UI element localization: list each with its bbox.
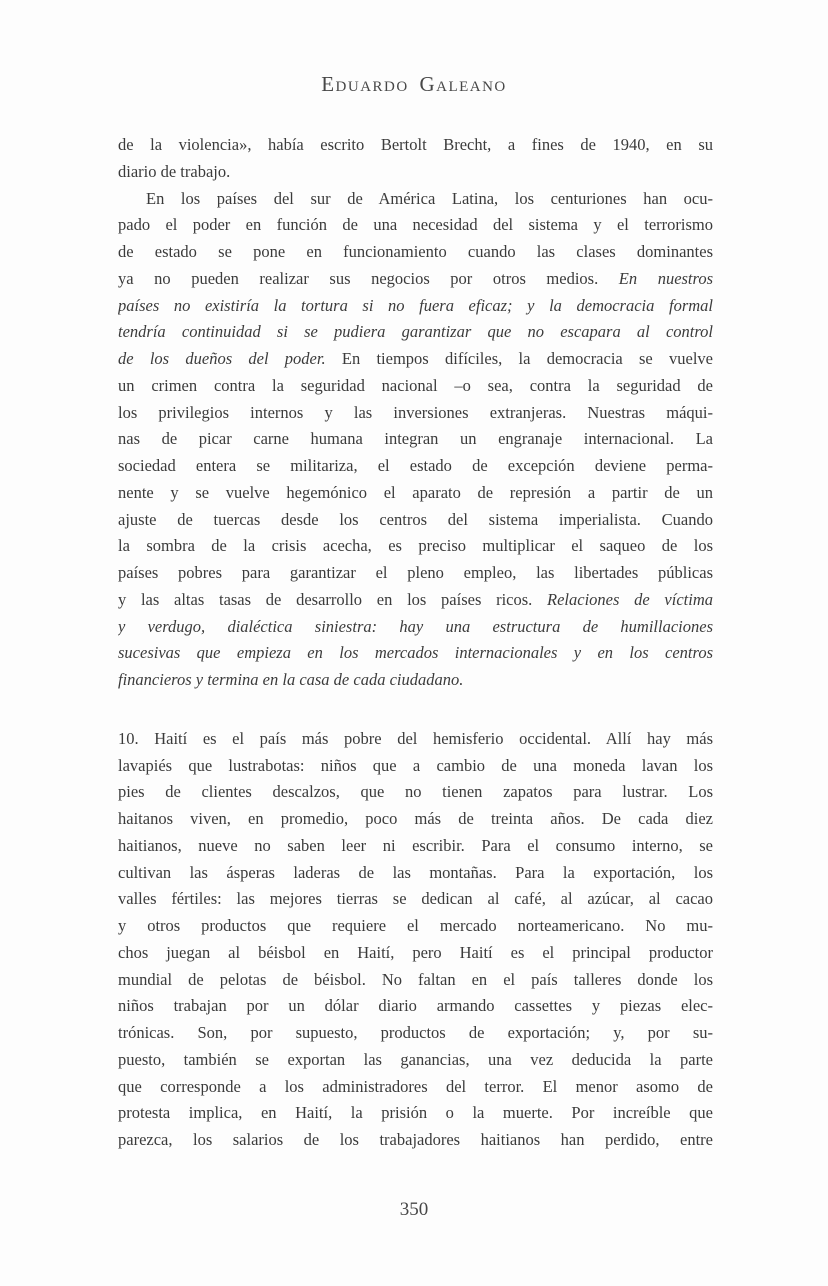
text-segment: haitanos viven, en promedio, poco más de treinta años. De cada diez [118, 809, 713, 828]
text-line [118, 667, 713, 694]
paragraph [118, 186, 713, 694]
text-segment: que corresponde a los administradores del terror. El menor asomo de [118, 1076, 713, 1096]
text-line [118, 967, 713, 994]
text-segment: En los países del sur de América Latina, los centuriones han ocu- [146, 188, 713, 208]
text-line [118, 346, 713, 373]
text-line [118, 453, 713, 480]
text-segment: protesta implica, en Haití, la prisión o la muerte. Por increíble que [118, 1103, 713, 1123]
text-segment: niños trabajan por un dólar diario armando cassettes y piezas elec- [118, 996, 713, 1016]
italic-text-segment: sucesivas que empieza en los mercados internacionales y en los centros [118, 643, 713, 663]
page-number: 350 [399, 1199, 429, 1220]
text-segment: y otros productos que requiere el mercado norteamericano. No mu- [118, 916, 713, 935]
text-line [118, 266, 713, 293]
text-segment: 10. Haití es el país más pobre del hemisferio occidental. Allí hay más [118, 728, 713, 748]
italic-text-segment: financieros y termina en la casa de cada ciudadano. [118, 670, 464, 689]
text-line [118, 860, 713, 887]
italic-text-segment: países no existiría la tortura si no fuera eficaz; y la democracia formal [118, 295, 713, 315]
italic-text-segment: de los dueños del poder. [118, 349, 326, 368]
text-line [118, 293, 713, 320]
text-segment: nas de picar carne humana integran un engranaje internacional. La [118, 429, 713, 449]
text-line [118, 480, 713, 507]
text-segment: cultivan las ásperas laderas de las montañas. Para la exportación, los [118, 862, 713, 882]
text-line [118, 533, 713, 560]
text-segment: haitianos, nueve no saben leer ni escribir. Para el consumo interno, se [118, 835, 713, 855]
text-line [118, 1047, 713, 1074]
text-segment: diario de trabajo. [118, 161, 231, 181]
paragraph [118, 132, 713, 186]
text-line [118, 507, 713, 534]
italic-text-segment: Relaciones de víctima [547, 589, 713, 609]
text-segment: pado el poder en función de una necesidad del sistema y el terrorismo [118, 215, 713, 235]
text-line [118, 159, 713, 186]
italic-text-segment: y verdugo, dialéctica siniestra: hay una estructura de humillaciones [118, 616, 713, 636]
text-segment: un crimen contra la seguridad nacional –o sea, contra la seguridad de [118, 375, 713, 395]
text-line [118, 940, 713, 967]
text-line [118, 373, 713, 400]
text-line [118, 913, 713, 940]
text-segment: mundial de pelotas de béisbol. No faltan en el país talleres donde los [118, 969, 713, 989]
text-line [118, 426, 713, 453]
italic-text-segment: En nuestros [618, 268, 713, 288]
text-line [118, 1100, 713, 1127]
paragraph [118, 726, 713, 1154]
text-segment: chos juegan al béisbol en Haití, pero Haití es el principal productor [118, 942, 713, 962]
text-line [118, 753, 713, 780]
text-segment: nente y se vuelve hegemónico el aparato de represión a partir de un [118, 482, 713, 502]
text-segment: valles fértiles: las mejores tierras se dedican al café, al azúcar, al cacao [118, 889, 713, 909]
text-line [118, 186, 713, 213]
italic-text-segment: tendría continuidad si se pudiera garantizar que no escapara al control [118, 322, 713, 342]
text-line [118, 833, 713, 860]
text-segment: trónicas. Son, por supuesto, productos de exportación; y, por su- [118, 1023, 713, 1042]
text-segment: ya no pueden realizar sus negocios por otros medios. [118, 268, 619, 288]
text-line [118, 726, 713, 753]
text-line [118, 614, 713, 641]
text-segment: parezca, los salarios de los trabajadores haitianos han perdido, entre [118, 1130, 713, 1149]
text-segment: puesto, también se exportan las ganancias, una vez deducida la parte [118, 1049, 713, 1069]
text-segment: los privilegios internos y las inversiones extranjeras. Nuestras máqui- [118, 402, 713, 422]
text-segment: ajuste de tuercas desde los centros del sistema imperialista. Cuando [118, 509, 713, 529]
text-line [118, 1074, 713, 1101]
text-segment: de estado se pone en funcionamiento cuando las clases dominantes [118, 242, 713, 261]
text-line [118, 400, 713, 427]
text-segment: En tiempos difíciles, la democracia se vuelve [325, 349, 713, 368]
text-line [118, 212, 713, 239]
text-line [118, 806, 713, 833]
text-line [118, 560, 713, 587]
body-text [118, 132, 713, 1154]
text-line [118, 132, 713, 159]
text-segment: pies de clientes descalzos, que no tienen zapatos para lustrar. Los [118, 782, 713, 802]
text-segment: países pobres para garantizar el pleno empleo, las libertades públicas [118, 563, 713, 582]
text-line [118, 886, 713, 913]
text-line [118, 1020, 713, 1047]
text-segment: la sombra de la crisis acecha, es preciso multiplicar el saqueo de los [118, 536, 713, 556]
text-segment: sociedad entera se militariza, el estado de excepción deviene perma- [118, 456, 713, 475]
text-line [118, 640, 713, 667]
running-header: Eduardo Galeano [321, 72, 507, 96]
text-line [118, 1127, 713, 1154]
text-line [118, 779, 713, 806]
text-segment: de la violencia», había escrito Bertolt Brecht, a fines de 1940, en su [118, 135, 713, 154]
text-segment: y las altas tasas de desarrollo en los países ricos. [118, 589, 548, 609]
text-line [118, 239, 713, 266]
text-segment: lavapiés que lustrabotas: niños que a cambio de una moneda lavan los [118, 755, 713, 775]
text-line [118, 319, 713, 346]
text-line [118, 587, 713, 614]
text-line [118, 993, 713, 1020]
